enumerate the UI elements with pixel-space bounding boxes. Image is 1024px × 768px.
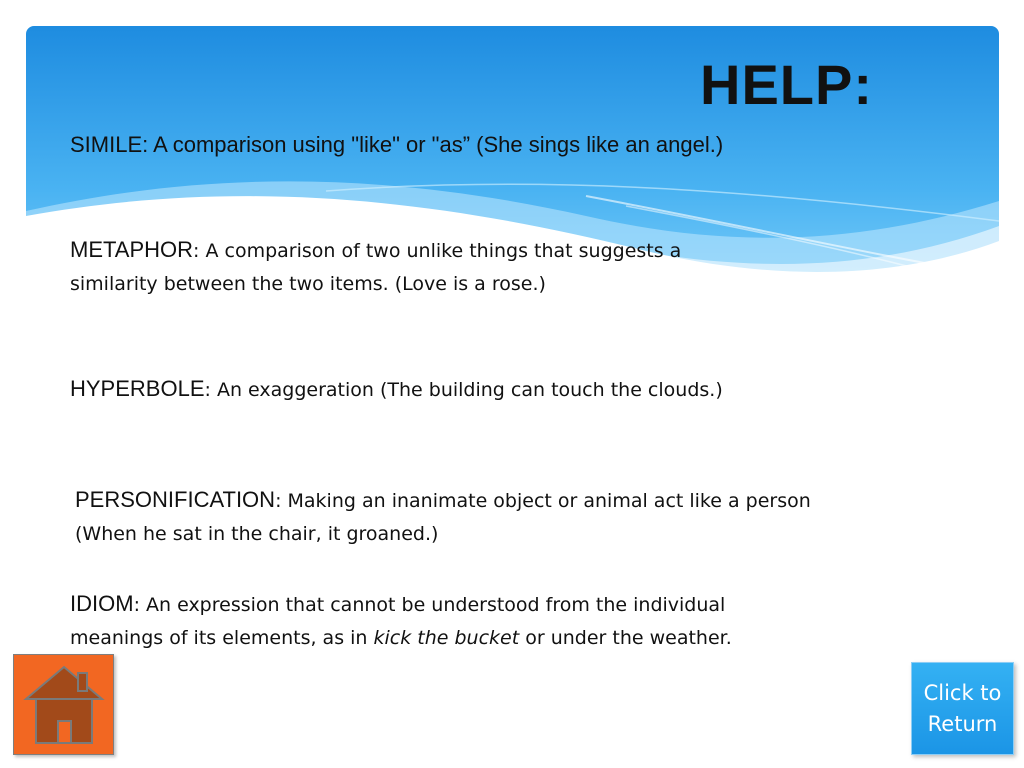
idiom-text-line1: : An expression that cannot be understood from the individual xyxy=(133,594,726,616)
idiom-text-line2a: meanings of its elements, as in xyxy=(70,627,374,649)
simile-term: SIMILE xyxy=(70,132,143,157)
metaphor-definition xyxy=(70,234,681,300)
personification-text-line2: (When he sat in the chair, it groaned.) xyxy=(75,523,439,545)
click-to-return-button[interactable] xyxy=(911,662,1014,755)
idiom-text-italic: kick the bucket xyxy=(373,627,520,649)
hyperbole-text: : An exaggeration (The building can touch the clouds.) xyxy=(204,379,723,401)
personification-term: PERSONIFICATION xyxy=(75,487,276,512)
hyperbole-term: HYPERBOLE xyxy=(70,376,205,401)
personification-definition xyxy=(75,484,811,550)
hyperbole-definition xyxy=(70,373,723,406)
house-icon xyxy=(14,655,113,754)
return-label-line2: Return xyxy=(927,711,998,736)
return-label-line1: Click to xyxy=(923,680,1002,705)
idiom-definition xyxy=(70,588,732,654)
personification-text-line1: : Making an inanimate object or animal act like a person xyxy=(275,490,811,512)
metaphor-text-line2: similarity between the two items. (Love is a rose.) xyxy=(70,273,546,295)
page-title: HELP: xyxy=(700,53,873,116)
metaphor-text-line1: : A comparison of two unlike things that suggests a xyxy=(193,240,682,262)
idiom-text-line2b: or under the weather. xyxy=(519,627,732,649)
simile-definition xyxy=(70,129,723,160)
metaphor-term: METAPHOR xyxy=(70,237,194,262)
home-button[interactable] xyxy=(13,654,114,755)
simile-text: : A comparison using "like" or "as” (She sings like an angel.) xyxy=(142,132,724,157)
idiom-term: IDIOM xyxy=(70,591,134,616)
